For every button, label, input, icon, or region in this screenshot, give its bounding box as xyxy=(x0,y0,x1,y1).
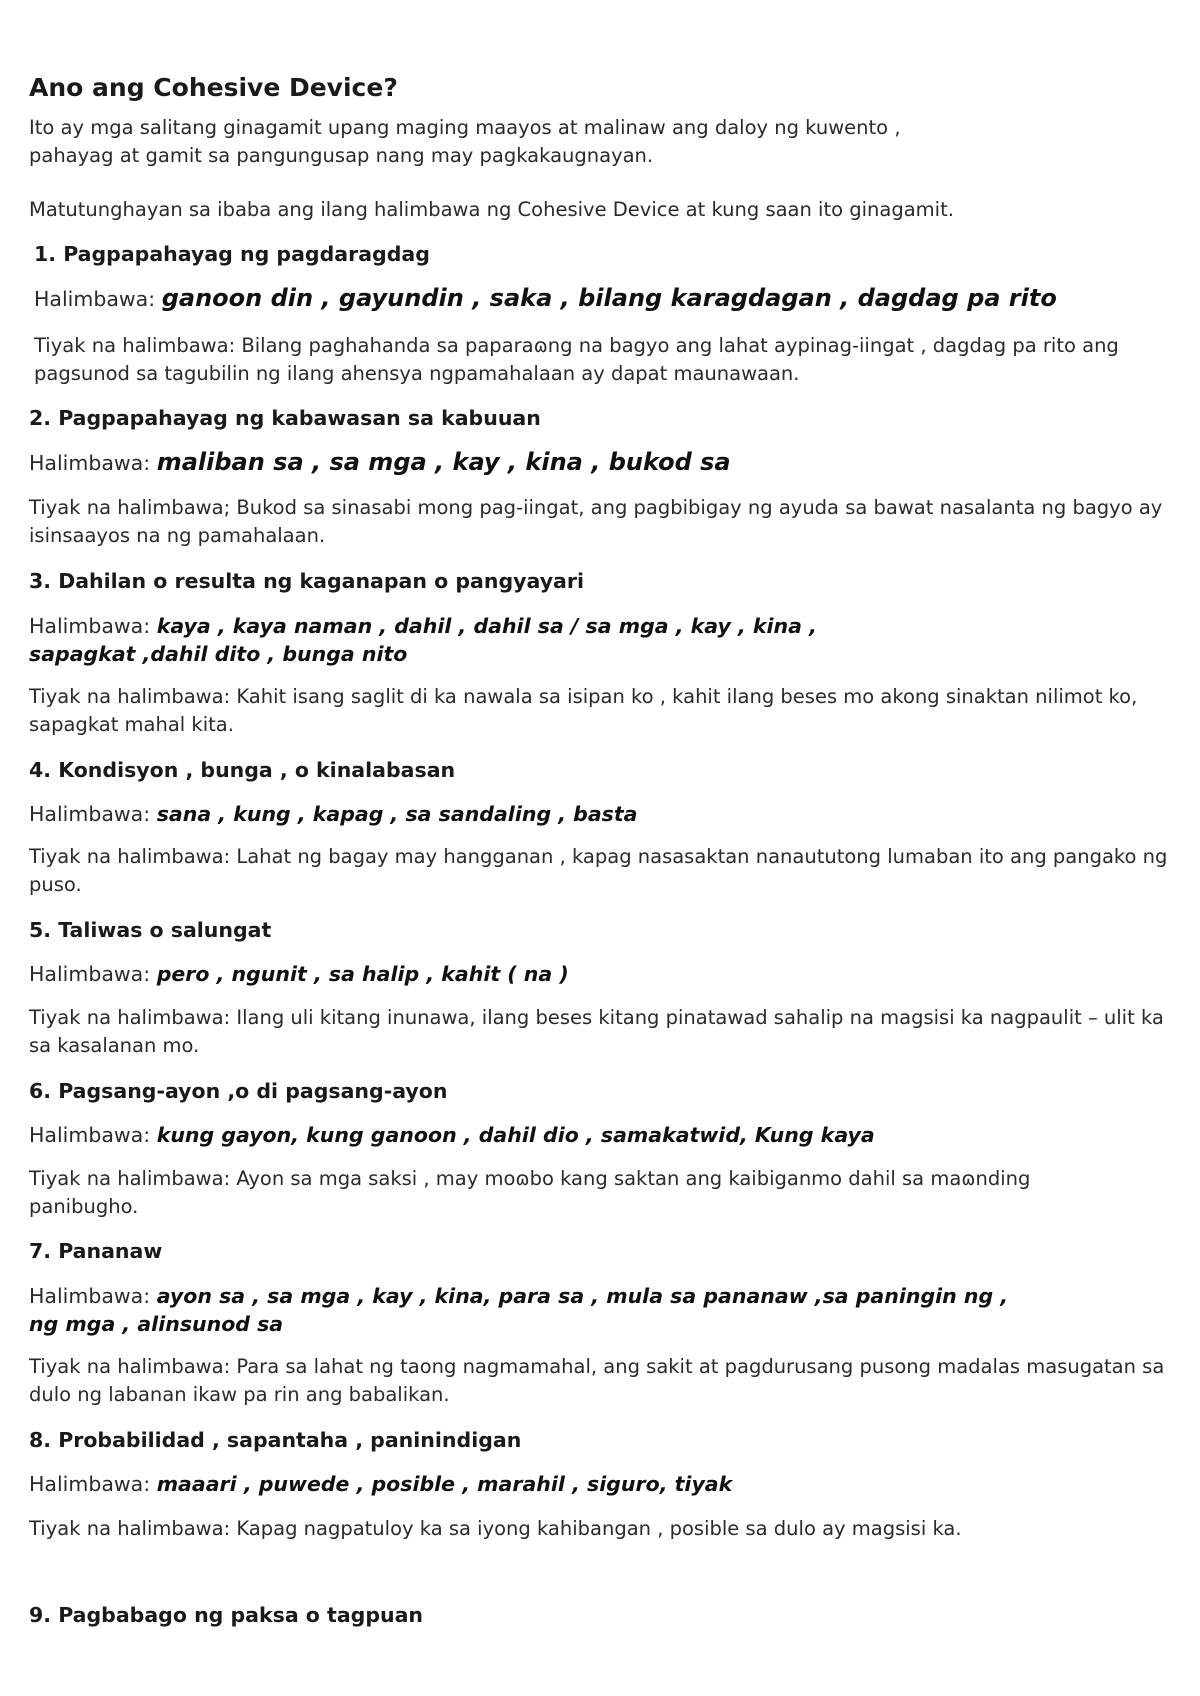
example-line xyxy=(29,1470,1179,1498)
intro-paragraph: Matutunghayan sa ibaba ang ilang halimbawa ng Cohesive Device at kung saan ito ginagamit. xyxy=(29,198,954,221)
section-heading: 4. Kondisyon , bunga , o kinalabasan xyxy=(29,758,456,782)
example-label: Halimbawa: xyxy=(29,1284,151,1308)
sample-sentence: Tiyak na halimbawa: Ilang uli kitang inunawa, ilang beses kitang pinatawad sahalip na magsisi ka nagpaulit – ulit ka sa kasalanan mo. xyxy=(29,1006,1164,1057)
example-label: Halimbawa: xyxy=(34,287,156,311)
sample-sentence: Tiyak na halimbawa: Bilang paghahanda sa paparaɷng na bagyo ang lahat aypinag-iingat , dagdag pa rito ang pagsunod sa tagubilin ng ilang ahensya ngpamahalaan ay dapat maunawaan. xyxy=(34,334,1119,385)
example-line xyxy=(29,612,909,668)
page-title: Ano ang Cohesive Device? xyxy=(29,73,398,102)
sample-sentence: Tiyak na halimbawa: Kahit isang saglit di ka nawala sa isipan ko , kahit ilang beses mo akong sinaktan nilimot ko, sapagkat mahal kita. xyxy=(29,685,1138,736)
sample-sentence: Tiyak na halimbawa: Lahat ng bagay may hangganan , kapag nasasaktan nanaututong lumaban ito ang pangako ng puso. xyxy=(29,845,1168,896)
example-label: Halimbawa: xyxy=(29,1472,151,1496)
section-heading: 7. Pananaw xyxy=(29,1239,163,1263)
example-keywords: maliban sa , sa mga , kay , kina , bukod sa xyxy=(156,448,731,476)
sample-sentence: Tiyak na halimbawa: Para sa lahat ng taong nagmamahal, ang sakit at pagdurusang pusong madalas masugatan sa dulo ng labanan ikaw pa rin ang babalikan. xyxy=(29,1355,1165,1406)
example-keywords: ganoon din , gayundin , saka , bilang karagdagan , dagdag pa rito xyxy=(161,284,1057,312)
example-label: Halimbawa: xyxy=(29,1123,151,1147)
example-line xyxy=(29,960,1179,988)
example-line xyxy=(29,1121,1179,1149)
example-label: Halimbawa: xyxy=(29,451,151,475)
example-line xyxy=(29,448,1179,477)
example-keywords: sana , kung , kapag , sa sandaling , basta xyxy=(156,802,638,826)
example-line xyxy=(29,1282,1029,1338)
example-line xyxy=(34,284,1184,313)
sample-sentence: Tiyak na halimbawa: Kapag nagpatuloy ka sa iyong kahibangan , posible sa dulo ay magsisi ka. xyxy=(29,1517,962,1540)
section-heading: 1. Pagpapahayag ng pagdaragdag xyxy=(34,242,430,266)
sample-sentence: Tiyak na halimbawa; Bukod sa sinasabi mong pag-iingat, ang pagbibigay ng ayuda sa bawat nasalanta ng bagyo ay isinsaayos na ng pamahalaan. xyxy=(29,496,1163,547)
section-heading: 6. Pagsang-ayon ,o di pagsang-ayon xyxy=(29,1079,448,1103)
sample-sentence: Tiyak na halimbawa: Ayon sa mga saksi , may moɷbo kang saktan ang kaibiganmo dahil sa maɷnding panibugho. xyxy=(29,1167,1031,1218)
example-label: Halimbawa: xyxy=(29,614,151,638)
section-heading: 5. Taliwas o salungat xyxy=(29,918,272,942)
example-keywords: kung gayon, kung ganoon , dahil dio , samakatwid, Kung kaya xyxy=(156,1123,875,1147)
example-label: Halimbawa: xyxy=(29,802,151,826)
section-heading: 8. Probabilidad , sapantaha , paninindigan xyxy=(29,1428,522,1452)
example-keywords: maaari , puwede , posible , marahil , siguro, tiyak xyxy=(156,1472,733,1496)
example-keywords: ayon sa , sa mga , kay , kina, para sa , mula sa pananaw ,sa paningin ng , ng mga , alinsunod sa xyxy=(29,1284,1009,1336)
example-label: Halimbawa: xyxy=(29,962,151,986)
intro-paragraph: Ito ay mga salitang ginagamit upang maging maayos at malinaw ang daloy ng kuwento , pahayag at gamit sa pangungusap nang may pagkakaugnayan. xyxy=(29,116,901,167)
section-heading: 9. Pagbabago ng paksa o tagpuan xyxy=(29,1603,424,1627)
example-line xyxy=(29,800,1179,828)
section-heading: 3. Dahilan o resulta ng kaganapan o pangyayari xyxy=(29,569,585,593)
example-keywords: kaya , kaya naman , dahil , dahil sa / sa mga , kay , kina , sapagkat ,dahil dito , bunga nito xyxy=(29,614,817,666)
section-heading: 2. Pagpapahayag ng kabawasan sa kabuuan xyxy=(29,406,541,430)
example-keywords: pero , ngunit , sa halip , kahit ( na ) xyxy=(156,962,569,986)
